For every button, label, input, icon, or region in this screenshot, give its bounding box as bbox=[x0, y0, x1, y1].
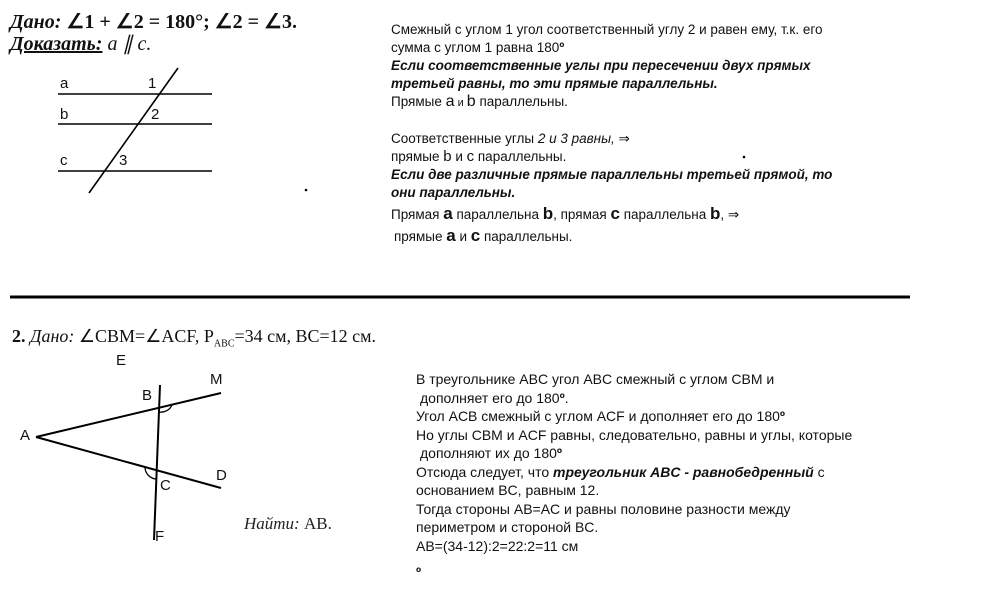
sol2-line8: Тогда стороны AB=AC и равны половине разности между bbox=[416, 500, 791, 517]
problem2-given bbox=[12, 326, 376, 350]
line-AM bbox=[36, 393, 221, 437]
label-b: b bbox=[60, 106, 69, 123]
label-c: c bbox=[60, 152, 68, 169]
label-F: F bbox=[155, 528, 165, 545]
given-text-1: ∠CBM=∠ACF, P bbox=[78, 326, 214, 346]
sol2-line5: дополняют их до 180º bbox=[420, 445, 563, 461]
label-1: 1 bbox=[148, 75, 157, 92]
sol2-line9: периметром и стороной BC. bbox=[416, 519, 599, 535]
sol1-rule2-line1: Если две различные прямые параллельны третьей прямой, то bbox=[391, 167, 833, 182]
label-B: B bbox=[142, 387, 153, 404]
sol1-line7: прямые b и c параллельны. bbox=[391, 148, 567, 165]
label-M: M bbox=[210, 371, 223, 388]
sol2-line1: В треугольнике ABC угол ABC смежный с углом CBM и bbox=[416, 371, 775, 387]
label-A: A bbox=[20, 427, 31, 444]
find-text: AB. bbox=[303, 514, 332, 533]
sol2-line6: Отсюда следует, что треугольник ABC - равнобедренный с bbox=[416, 463, 825, 480]
sol1-rule2-line2: они параллельны. bbox=[391, 185, 516, 200]
label-D: D bbox=[216, 467, 227, 484]
problem-number: 2. bbox=[12, 326, 26, 346]
sol2-stray-degree: º bbox=[416, 564, 422, 580]
sol1-rule1-line1: Если соответственные углы при пересечении двух прямых bbox=[391, 58, 811, 73]
sol1-line1: Смежный с углом 1 угол соответственный углу 2 и равен ему, т.к. его bbox=[391, 22, 823, 37]
sol1-line2: сумма с углом 1 равна 180º bbox=[391, 40, 565, 55]
prove-label: Доказать: bbox=[10, 33, 103, 55]
stray-dot bbox=[305, 189, 308, 192]
problem1-solution bbox=[391, 21, 832, 246]
sol2-line3: Угол ACB смежный с углом ACF и дополняет его до 180º bbox=[416, 408, 786, 424]
label-2: 2 bbox=[151, 106, 160, 123]
label-3: 3 bbox=[119, 152, 128, 169]
label-E: E bbox=[116, 352, 127, 369]
problem2-solution bbox=[416, 370, 852, 582]
line-AD bbox=[36, 437, 221, 488]
transversal-line bbox=[89, 68, 178, 193]
sol1-line5: Прямые a и b параллельны. bbox=[391, 93, 568, 110]
label-a: a bbox=[60, 75, 69, 92]
given-label: Дано: bbox=[10, 11, 62, 33]
prove-text: a ∥ c. bbox=[107, 33, 152, 55]
sol2-line4: Но углы CBM и ACF равны, следовательно, равны и углы, которые bbox=[416, 426, 853, 443]
given-text-2: =34 см, BC=12 см. bbox=[234, 326, 377, 346]
sol2-line2: дополняет его до 180º. bbox=[420, 389, 569, 406]
sol1-rule1-line2: третьей равны, то эти прямые параллельны. bbox=[391, 76, 718, 91]
given-text: ∠1 + ∠2 = 180°; ∠2 = ∠3. bbox=[66, 11, 298, 33]
find-label: Найти: bbox=[244, 514, 300, 533]
given-label: Дано: bbox=[30, 326, 75, 346]
sol2-line7: основанием BC, равным 12. bbox=[416, 482, 600, 498]
perimeter-subscript: ABC bbox=[213, 338, 235, 350]
sol1-line6: Соответственные углы 2 и 3 равны, ⇒ bbox=[391, 131, 630, 146]
sol1-line10: Прямая a параллельна b, прямая c параллельна b, ⇒ bbox=[391, 204, 740, 223]
sol1-line11: прямые a и c параллельны. bbox=[394, 226, 573, 245]
label-C: C bbox=[160, 477, 171, 494]
sol2-line10: AB=(34-12):2=22:2=11 см bbox=[416, 537, 579, 554]
problem2-find bbox=[244, 514, 332, 534]
